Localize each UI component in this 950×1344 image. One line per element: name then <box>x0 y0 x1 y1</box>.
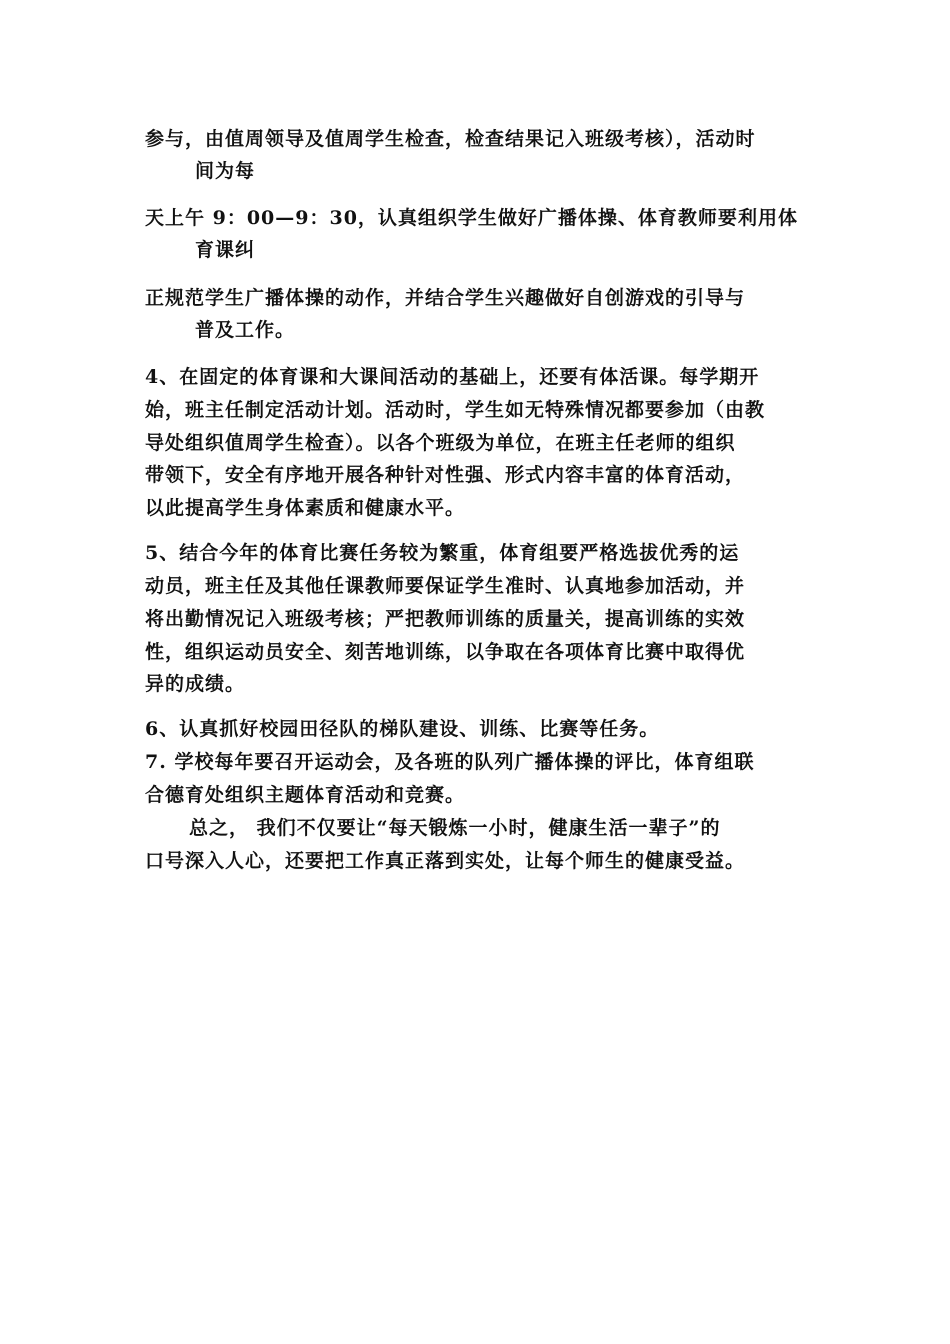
text-line: 普及工作。 <box>195 319 296 341</box>
text-line: 正规范学生广播体操的动作，并结合学生兴趣做好自创游戏的引导与 <box>145 287 746 309</box>
text-line: 口号深入人心，还要把工作真正落到实处，让每个师生的健康受益。 <box>145 850 746 872</box>
text-line: 性，组织运动员安全、刻苦地训练，以争取在各项体育比赛中取得优 <box>145 641 746 663</box>
text-line: 7. 学校每年要召开运动会，及各班的队列广播体操的评比，体育组联 <box>145 751 755 773</box>
text-line: 总之， 我们不仅要让“每天锻炼一小时，健康生活一辈子”的 <box>189 817 721 839</box>
text-line: 导处组织值周学生检查）。以各个班级为单位，在班主任老师的组织 <box>145 432 736 454</box>
text-line: 始，班主任制定活动计划。活动时，学生如无特殊情况都要参加（由教 <box>145 399 766 421</box>
text-line: 动员，班主任及其他任课教师要保证学生准时、认真地参加活动，并 <box>145 575 746 597</box>
text-line: 育课纠 <box>195 239 256 261</box>
text-line: 异的成绩。 <box>145 673 246 695</box>
text-line: 间为每 <box>195 160 256 182</box>
text-line: 4、在固定的体育课和大课间活动的基础上，还要有体活课。每学期开 <box>145 366 760 388</box>
text-line: 参与，由值周领导及值周学生检查，检查结果记入班级考核），活动时 <box>145 128 756 150</box>
text-line: 天上午 9：00—9：30，认真组织学生做好广播体操、体育教师要利用体 <box>145 207 798 229</box>
text-line: 带领下，安全有序地开展各种针对性强、形式内容丰富的体育活动， <box>145 464 746 486</box>
text-line: 将出勤情况记入班级考核；严把教师训练的质量关，提高训练的实效 <box>145 608 746 630</box>
text-line: 以此提高学生身体素质和健康水平。 <box>145 497 466 519</box>
text-line: 5、结合今年的体育比赛任务较为繁重，体育组要严格选拔优秀的运 <box>145 542 740 564</box>
text-line: 合德育处组织主题体育活动和竞赛。 <box>145 784 466 806</box>
text-line: 6、认真抓好校园田径队的梯队建设、训练、比赛等任务。 <box>145 718 660 740</box>
